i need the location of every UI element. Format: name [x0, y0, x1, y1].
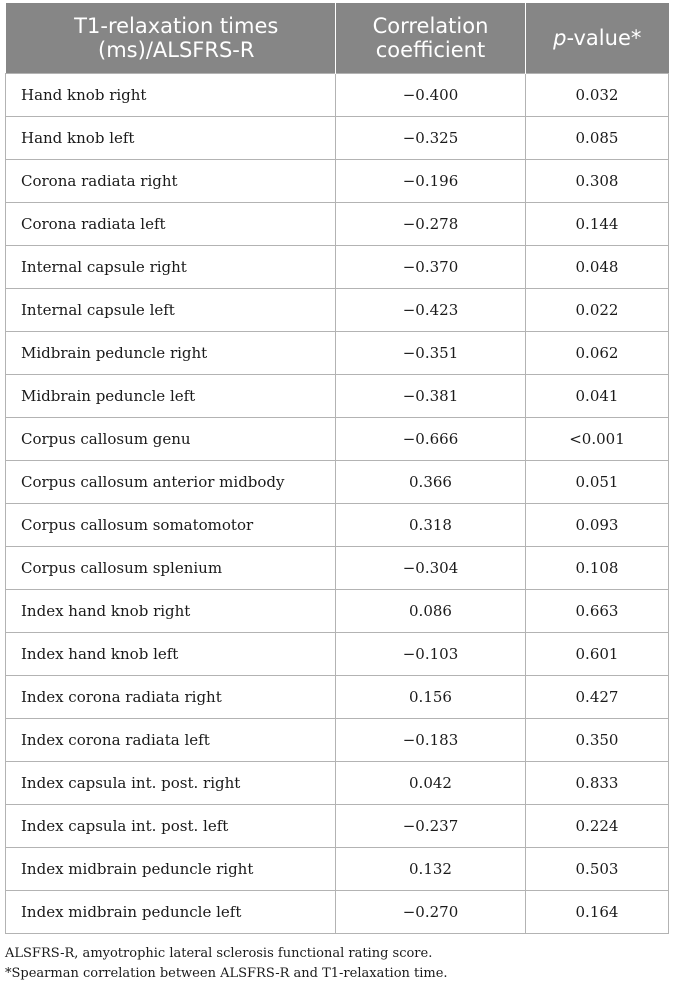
row-p-value: 0.427 [526, 676, 669, 719]
row-label: Index capsula int. post. right [6, 762, 336, 805]
row-label: Midbrain peduncle left [6, 375, 336, 418]
row-coefficient: 0.042 [336, 762, 526, 805]
row-label: Index capsula int. post. left [6, 805, 336, 848]
table-row [6, 676, 669, 719]
row-label: Corpus callosum genu [6, 418, 336, 461]
row-p-value: 0.085 [526, 117, 669, 160]
row-label: Index midbrain peduncle left [6, 891, 336, 934]
row-label: Index midbrain peduncle right [6, 848, 336, 891]
table-row [6, 203, 669, 246]
row-coefficient: −0.196 [336, 160, 526, 203]
row-p-value: 0.108 [526, 547, 669, 590]
row-p-value: 0.144 [526, 203, 669, 246]
row-label: Index corona radiata left [6, 719, 336, 762]
table-row [6, 418, 669, 461]
row-coefficient: 0.156 [336, 676, 526, 719]
table-row [6, 461, 669, 504]
row-coefficient: 0.132 [336, 848, 526, 891]
row-coefficient: −0.423 [336, 289, 526, 332]
row-coefficient: −0.237 [336, 805, 526, 848]
row-coefficient: −0.304 [336, 547, 526, 590]
row-p-value: 0.022 [526, 289, 669, 332]
row-coefficient: −0.370 [336, 246, 526, 289]
header-correlation [336, 3, 526, 74]
row-coefficient: −0.325 [336, 117, 526, 160]
row-p-value: 0.663 [526, 590, 669, 633]
row-label: Index corona radiata right [6, 676, 336, 719]
table-body [6, 74, 669, 934]
row-coefficient: −0.278 [336, 203, 526, 246]
table-row [6, 332, 669, 375]
row-p-value: 0.308 [526, 160, 669, 203]
header-region-line1: T1-relaxation times [74, 14, 279, 38]
row-coefficient: −0.270 [336, 891, 526, 934]
header-correlation-line2: coefficient [375, 38, 486, 62]
header-region-line2: (ms)/ALSFRS-R [98, 38, 255, 62]
row-p-value: 0.051 [526, 461, 669, 504]
row-label: Internal capsule left [6, 289, 336, 332]
header-p-rest: -value* [566, 26, 642, 50]
header-region [6, 3, 336, 74]
row-label: Corona radiata left [6, 203, 336, 246]
correlation-table [5, 3, 669, 934]
row-p-value: 0.062 [526, 332, 669, 375]
row-p-value: 0.041 [526, 375, 669, 418]
table-row [6, 74, 669, 117]
table-row [6, 289, 669, 332]
table-row [6, 590, 669, 633]
footnotes [5, 944, 668, 984]
row-label: Hand knob right [6, 74, 336, 117]
row-label: Midbrain peduncle right [6, 332, 336, 375]
table-row [6, 246, 669, 289]
table-row [6, 117, 669, 160]
row-p-value: 0.833 [526, 762, 669, 805]
row-p-value: 0.164 [526, 891, 669, 934]
row-p-value: 0.032 [526, 74, 669, 117]
row-label: Internal capsule right [6, 246, 336, 289]
header-p-italic: p [553, 26, 567, 50]
row-coefficient: 0.086 [336, 590, 526, 633]
header-p-value [526, 3, 669, 74]
row-label: Corona radiata right [6, 160, 336, 203]
row-coefficient: −0.400 [336, 74, 526, 117]
table-row [6, 375, 669, 418]
table-row [6, 160, 669, 203]
footnote-abbreviation: ALSFRS-R, amyotrophic lateral sclerosis functional rating score. [5, 946, 433, 961]
row-p-value: 0.601 [526, 633, 669, 676]
table-row [6, 762, 669, 805]
row-p-value: 0.224 [526, 805, 669, 848]
footnote-spearman: *Spearman correlation between ALSFRS-R and T1-relaxation time. [5, 966, 448, 981]
row-coefficient: 0.366 [336, 461, 526, 504]
row-label: Corpus callosum splenium [6, 547, 336, 590]
row-p-value: 0.048 [526, 246, 669, 289]
table-row [6, 805, 669, 848]
table-row [6, 633, 669, 676]
row-label: Corpus callosum somatomotor [6, 504, 336, 547]
row-p-value: 0.093 [526, 504, 669, 547]
row-coefficient: 0.318 [336, 504, 526, 547]
row-p-value: 0.503 [526, 848, 669, 891]
table-row [6, 848, 669, 891]
row-coefficient: −0.351 [336, 332, 526, 375]
row-p-value: 0.350 [526, 719, 669, 762]
table-row [6, 504, 669, 547]
header-correlation-line1: Correlation [372, 14, 489, 38]
table-row [6, 719, 669, 762]
row-label: Index hand knob left [6, 633, 336, 676]
row-p-value: <0.001 [526, 418, 669, 461]
row-label: Index hand knob right [6, 590, 336, 633]
table-row [6, 891, 669, 934]
row-coefficient: −0.666 [336, 418, 526, 461]
row-label: Corpus callosum anterior midbody [6, 461, 336, 504]
table-row [6, 547, 669, 590]
table-header-row [6, 3, 669, 74]
row-coefficient: −0.381 [336, 375, 526, 418]
row-coefficient: −0.103 [336, 633, 526, 676]
row-label: Hand knob left [6, 117, 336, 160]
row-coefficient: −0.183 [336, 719, 526, 762]
